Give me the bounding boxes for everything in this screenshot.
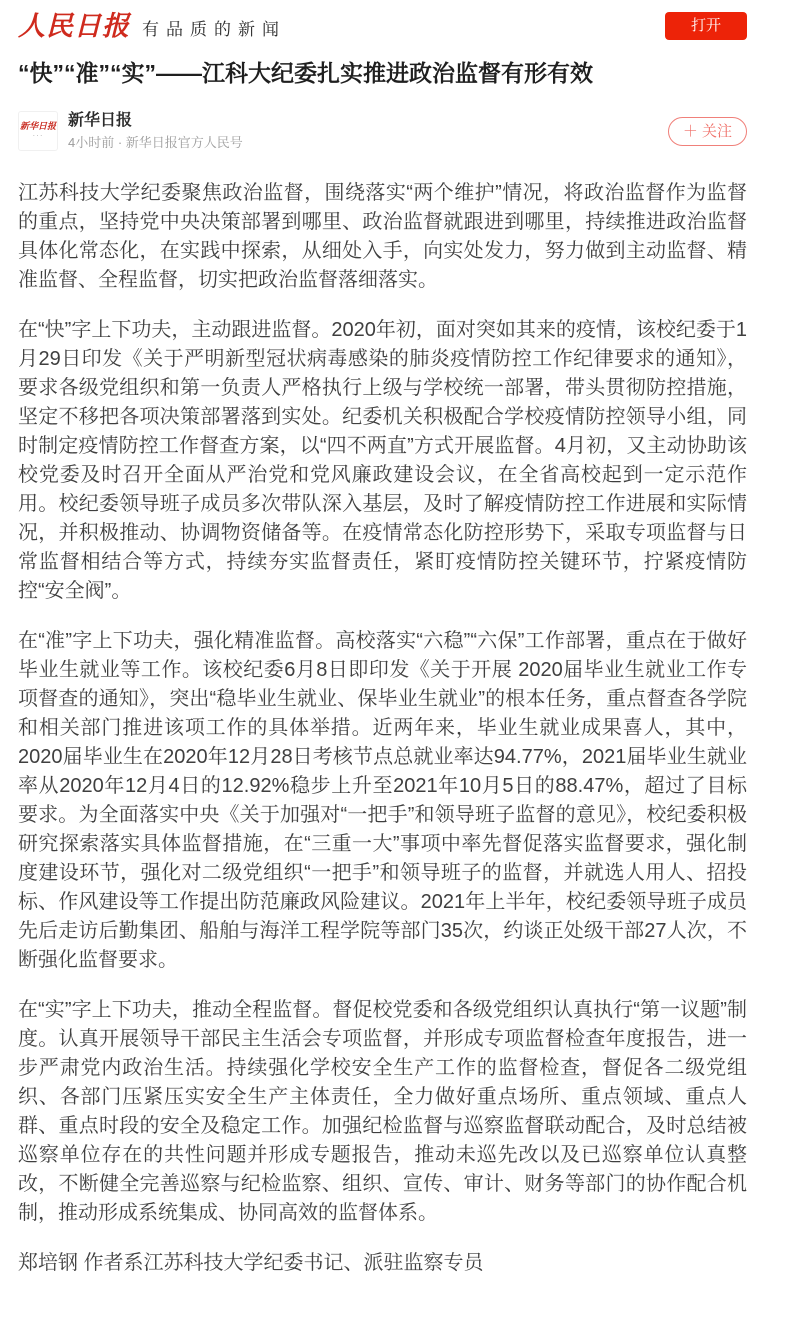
avatar-seal-icon: ···	[32, 131, 44, 141]
peoples-daily-logo[interactable]: 人民日报	[18, 10, 130, 42]
top-bar	[18, 0, 747, 42]
author-meta: 4小时前 · 新华日报官方人民号	[68, 135, 243, 150]
author-name[interactable]: 新华日报	[68, 112, 133, 129]
paragraph-2: 在“快”字上下功夫，主动跟进监督。2020年初，面对突如其来的疫情，该校纪委于1月29日印发《关于严明新型冠状病毒感染的肺炎疫情防控工作纪律要求的通知》，要求各级党组织和第一负责人严格执行上级与学校统一部署，带头贯彻防控措施，坚定不移把各项决策部署落到实处。纪委机关积极配合学校疫情防控领导小组，同时制定疫情防控工作督查方案，以“四不两直”方式开展监督。4月初，又主动协助该校党委及时召开全面从严治党和党风廉政建设会议，在全省高校起到一定示范作用。校纪委领导班子成员多次带队深入基层，及时了解疫情防控工作进展和实际情况，并积极推动、协调物资储备等。在疫情常态化防控形势下，采取专项监督与日常监督相结合等方式，持续夯实监督责任，紧盯疫情防控关键环节，拧紧疫情防控“安全阀”。	[18, 319, 747, 602]
author-row	[18, 111, 747, 151]
author-avatar[interactable]	[18, 111, 58, 151]
paragraph-3: 在“准”字上下功夫，强化精准监督。高校落实“六稳”“六保”工作部署，重点在于做好毕业生就业等工作。该校纪委6月8日即印发《关于开展 2020届毕业生就业工作专项督查的通知》，突出“稳毕业生就业、保毕业生就业”的根本任务，重点督查各学院和相关部门推进该项工作的具体举措。近两年来，毕业生就业成果喜人，其中，2020届毕业生在2020年12月28日考核节点总就业率达94.77%，2021届毕业生就业率从2020年12月4日的12.92%稳步上升至2021年10月5日的88.47%，超过了目标要求。为全面落实中央《关于加强对“一把手”和领导班子监督的意见》，校纪委积极研究探索落实具体监督措施，在“三重一大”事项中率先督促落实监督要求，强化制度建设环节，强化对二级党组织“一把手”和领导班子的监督，并就选人用人、招投标、作风建设等工作提出防范廉政风险建议。2021年上半年，校纪委领导班子成员先后走访后勤集团、船舶与海洋工程学院等部门35次，约谈正处级干部27人次，不断强化监督要求。	[18, 630, 747, 971]
article-title: “快”“准”“实”——江科大纪委扎实推进政治监督有形有效	[18, 60, 593, 86]
avatar-logo-text: 新华日报	[19, 121, 56, 132]
author-note: 郑培钢 作者系江苏科技大学纪委书记、派驻监察专员	[18, 1252, 484, 1274]
article-body	[18, 179, 747, 1278]
brand	[18, 10, 286, 42]
author-info	[68, 111, 668, 151]
open-app-button[interactable]: 打开	[665, 12, 747, 40]
brand-tagline: 有品质的新闻	[142, 19, 286, 39]
follow-button[interactable]: ＋ 关注	[668, 117, 747, 146]
paragraph-4: 在“实”字上下功夫，推动全程监督。督促校党委和各级党组织认真执行“第一议题”制度。认真开展领导干部民主生活会专项监督，并形成专项监督检查年度报告，进一步严肃党内政治生活。持续强化学校安全生产工作的监督检查，督促各二级党组织、各部门压紧压实安全生产主体责任，全力做好重点场所、重点领域、重点人群、重点时段的安全及稳定工作。加强纪检监督与巡察监督联动配合，及时总结被巡察单位存在的共性问题并形成专题报告，推动未巡先改以及已巡察单位认真整改，不断健全完善巡察与纪检监察、组织、宣传、审计、财务等部门的协作配合机制，推动形成系统集成、协同高效的监督体系。	[18, 999, 747, 1224]
paragraph-1: 江苏科技大学纪委聚焦政治监督，围绕落实“两个维护”情况，将政治监督作为监督的重点，坚持党中央决策部署到哪里、政治监督就跟进到哪里，持续推进政治监督具体化常态化，在实践中探索，从细处入手，向实处发力，努力做到主动监督、精准监督、全程监督，切实把政治监督落细落实。	[18, 182, 747, 291]
